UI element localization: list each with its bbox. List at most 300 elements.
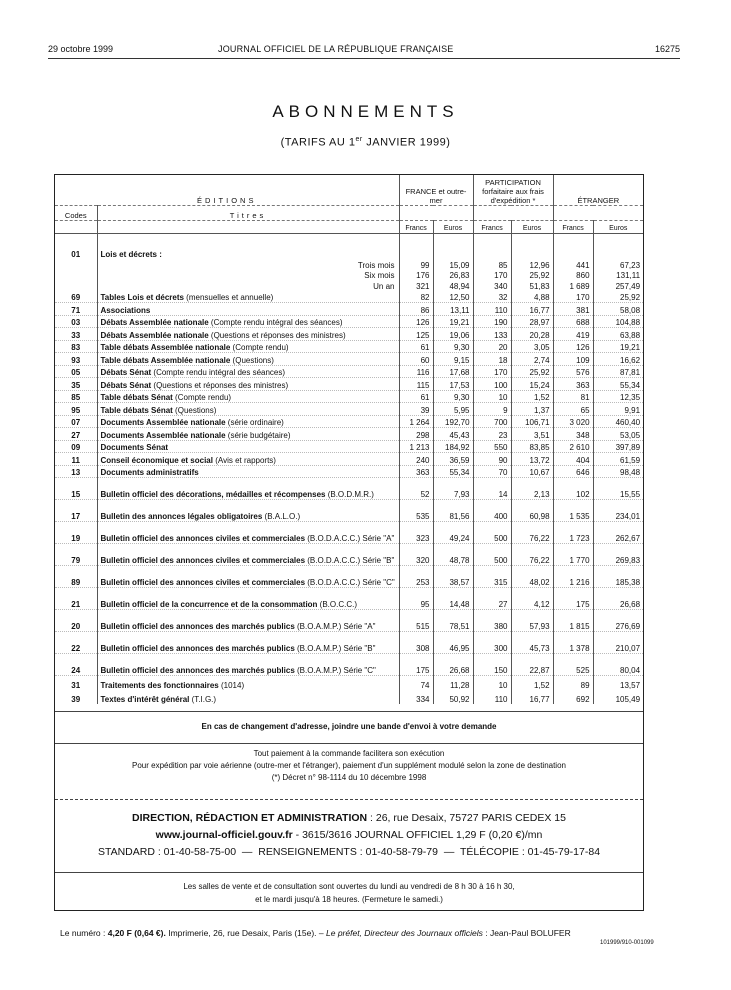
- price-cell: 150: [473, 654, 511, 676]
- price-cell: 61: [399, 390, 433, 403]
- price-cell: 9: [473, 403, 511, 416]
- title-detail: (Questions et réponses des ministres): [151, 380, 289, 390]
- table-row: [55, 353, 643, 366]
- table-row: [55, 403, 643, 416]
- title-cell: [97, 566, 399, 588]
- table-row: [55, 654, 643, 676]
- title-bold: Table débats Sénat: [100, 405, 173, 415]
- footer-numero-value: 4,20 F (0,64 €).: [107, 928, 166, 938]
- table-row: [55, 291, 643, 303]
- price-cell: 51,83: [511, 280, 553, 291]
- price-cell: 15,55: [593, 478, 643, 500]
- price-cell: 81: [553, 390, 593, 403]
- price-cell: 49,24: [433, 522, 473, 544]
- table-row: [55, 246, 643, 259]
- price-cell: 1 770: [553, 544, 593, 566]
- code-cell: 71: [55, 303, 97, 316]
- price-cell: 515: [399, 610, 433, 632]
- price-cell: 16,62: [593, 353, 643, 366]
- price-cell: 65: [553, 403, 593, 416]
- title-cell: Six mois: [97, 270, 399, 281]
- price-cell: 340: [473, 280, 511, 291]
- title-detail: (B.O.D.A.C.C.) Série "A": [305, 534, 395, 543]
- title-detail: (B.O.A.M.P.) Série "B": [294, 644, 376, 653]
- table-row: [55, 566, 643, 588]
- code-cell: 22: [55, 632, 97, 654]
- codes-header: Codes: [55, 206, 97, 221]
- price-cell: 184,92: [433, 440, 473, 453]
- price-cell: 104,88: [593, 315, 643, 328]
- price-cell: 321: [399, 280, 433, 291]
- price-cell: 83,85: [511, 440, 553, 453]
- price-cell: 257,49: [615, 281, 641, 291]
- price-cell: 308: [399, 632, 433, 654]
- price-cell: 110: [473, 690, 511, 704]
- title-bold: Débats Sénat: [100, 380, 152, 390]
- price-cell: 76,22: [511, 544, 553, 566]
- table-row: [55, 632, 643, 654]
- price-cell: 36,59: [433, 453, 473, 466]
- price-cell: 500: [473, 522, 511, 544]
- price-cell: 99: [399, 259, 433, 270]
- price-cell: 3,05: [511, 340, 553, 353]
- title-detail: (série budgétaire): [225, 430, 291, 440]
- price-cell: 20,28: [511, 328, 553, 341]
- table-row: [55, 390, 643, 403]
- code-cell: 20: [55, 610, 97, 632]
- code-cell: 19: [55, 522, 97, 544]
- price-cell: 9,15: [433, 353, 473, 366]
- price-cell: 692: [553, 690, 593, 704]
- price-cell: 210,07: [593, 632, 643, 654]
- price-cell: 535: [399, 500, 433, 522]
- price-cell: 25,92: [511, 365, 553, 378]
- code-cell: 15: [55, 478, 97, 500]
- title-cell: [97, 453, 399, 466]
- title-detail: (mensuelles et annuelle): [183, 293, 274, 302]
- title-bold: Bulletin officiel des annonces des marchés publics: [100, 644, 295, 653]
- title-bold: Bulletin officiel des annonces civiles et commerciales: [100, 578, 306, 587]
- table-row: [55, 303, 643, 316]
- price-cell: 85: [473, 259, 511, 270]
- title-detail: (série ordinaire): [225, 418, 284, 427]
- price-cell: 81,56: [433, 500, 473, 522]
- price-cell: 1,52: [511, 676, 553, 691]
- direction-block: DIRECTION, RÉDACTION ET ADMINISTRATION : 26, rue Desaix, 75727 PARIS CEDEX 15 www.journal-officiel.gouv.fr - 3615/3616 JOURNAL OFFICIEL 1,29 F (0,20 €)/mn STANDARD : 01-40-58-75-00 — RENSEIGNEMENTS : 01-40-58-79-79 — TÉLÉCOPIE : 01-45-79-17-84: [55, 799, 643, 871]
- title-detail: (T.I.G.): [189, 695, 217, 704]
- title-detail: (B.O.D.M.R.): [325, 490, 374, 499]
- code-cell: 35: [55, 378, 97, 391]
- title-cell: [97, 340, 399, 353]
- title-cell: [97, 654, 399, 676]
- table-row: [55, 690, 643, 704]
- title-bold: Bulletin officiel des annonces civiles et commerciales: [100, 534, 306, 543]
- title-bold: Conseil économique et social: [100, 455, 213, 465]
- title-cell: [97, 544, 399, 566]
- price-cell: 45,73: [511, 632, 553, 654]
- table-row: [55, 340, 643, 353]
- price-cell: 3,51: [511, 428, 553, 441]
- table-row: [55, 270, 643, 281]
- price-cell: 126: [399, 315, 433, 328]
- title-cell: [97, 500, 399, 522]
- price-cell: 19,06: [433, 328, 473, 341]
- price-cell: 17,53: [433, 378, 473, 391]
- code-cell: 69: [55, 291, 97, 303]
- bulletin-rows: [55, 478, 643, 676]
- direction-address: : 26, rue Desaix, 75727 PARIS CEDEX 15: [367, 812, 566, 824]
- price-cell: 400: [473, 500, 511, 522]
- page-footer: [60, 928, 680, 938]
- price-cell: 55,34: [593, 378, 643, 391]
- price-cell: 1,37: [511, 403, 553, 416]
- payment-notice: [55, 743, 643, 799]
- price-cell: 53,05: [593, 428, 643, 441]
- title-detail: (B.O.D.A.C.C.) Série "B": [305, 556, 395, 565]
- table-header-row-3: [55, 221, 643, 234]
- price-cell: 25,92: [511, 270, 553, 281]
- table-row: [55, 676, 643, 691]
- title-cell: [97, 588, 399, 610]
- price-cell: 38,57: [433, 566, 473, 588]
- price-cell: 4,88: [511, 291, 553, 303]
- table-row: [55, 465, 643, 478]
- code-cell: 79: [55, 544, 97, 566]
- price-cell: 13,72: [511, 453, 553, 466]
- price-cell: 89: [553, 676, 593, 691]
- price-cell: 176: [399, 270, 433, 281]
- title-bold: Débats Assemblée nationale: [100, 330, 209, 340]
- price-cell: 26,83: [433, 270, 473, 281]
- code-cell: 13: [55, 465, 97, 478]
- euros-header: Euros: [511, 221, 553, 234]
- francs-header: Francs: [399, 221, 433, 234]
- price-cell: 26,68: [593, 588, 643, 610]
- title-detail: (Compte rendu intégral des séances): [208, 318, 343, 327]
- title-detail: (Questions): [230, 355, 274, 365]
- price-cell: 55,34: [433, 465, 473, 478]
- price-cell: 10: [473, 676, 511, 691]
- code-cell: 83: [55, 340, 97, 353]
- header-page-number: 16275: [654, 44, 680, 54]
- subtitle-sup: er: [355, 136, 363, 143]
- price-cell: 22,87: [511, 654, 553, 676]
- price-cell: 61,59: [593, 453, 643, 466]
- table-row: [55, 378, 643, 391]
- title-bold: Textes d'intérêt général: [100, 695, 190, 704]
- price-cell: 133: [473, 328, 511, 341]
- price-cell: 19,21: [593, 340, 643, 353]
- price-cell: 9,30: [433, 340, 473, 353]
- tail-rows: [55, 676, 643, 705]
- price-cell: 334: [399, 690, 433, 704]
- title-detail: (Compte rendu): [230, 343, 289, 352]
- table-row: [55, 328, 643, 341]
- page-subtitle: [0, 136, 731, 149]
- price-cell: 109: [553, 353, 593, 366]
- price-cell: 17,68: [433, 365, 473, 378]
- title-cell: [97, 291, 399, 303]
- price-cell: 98,48: [593, 465, 643, 478]
- price-cell: 170: [473, 270, 511, 281]
- price-cell: 269,83: [593, 544, 643, 566]
- minitel-info: - 3615/3616 JOURNAL OFFICIEL 1,29 F (0,20 €)/mn: [292, 829, 543, 841]
- code-cell: 27: [55, 428, 97, 441]
- price-cell: 23: [473, 428, 511, 441]
- table-row: [55, 610, 643, 632]
- price-cell: 175: [553, 588, 593, 610]
- price-cell: 16,77: [511, 303, 553, 316]
- price-cell: 441: [553, 259, 593, 270]
- price-cell: 550: [473, 440, 511, 453]
- participation-header: PARTICIPATION forfaitaire aux frais d'expédition *: [473, 175, 553, 206]
- main-rows: [55, 291, 643, 478]
- price-cell: 70: [473, 465, 511, 478]
- code-cell: 07: [55, 415, 97, 428]
- title-bold: Bulletin officiel des annonces civiles et commerciales: [100, 556, 306, 565]
- code-cell: 03: [55, 315, 97, 328]
- price-cell: 19,21: [433, 315, 473, 328]
- title-cell: [97, 676, 399, 691]
- code-cell: 11: [55, 453, 97, 466]
- price-cell: 2 610: [553, 440, 593, 453]
- title-cell: [97, 632, 399, 654]
- price-cell: 16,77: [511, 690, 553, 704]
- title-bold: Table débats Assemblée nationale: [100, 343, 231, 352]
- footer-name: : Jean-Paul BOLUFER: [482, 928, 571, 938]
- code-cell: 17: [55, 500, 97, 522]
- telecopie-fax: TÉLÉCOPIE : 01-45-79-17-84: [459, 846, 601, 858]
- table-row: [55, 453, 643, 466]
- price-cell: 3 020: [553, 415, 593, 428]
- salles-notice: [55, 872, 643, 910]
- table-row: [55, 365, 643, 378]
- price-cell: 380: [473, 610, 511, 632]
- table-row: [55, 315, 643, 328]
- price-cell: 404: [553, 453, 593, 466]
- price-cell: 63,88: [593, 328, 643, 341]
- price-cell: 58,08: [593, 303, 643, 316]
- table-row: [55, 544, 643, 566]
- price-cell: 60: [399, 353, 433, 366]
- code-cell: 33: [55, 328, 97, 341]
- title-cell: [97, 428, 399, 441]
- title-cell: [97, 315, 399, 328]
- editions-header: ÉDITIONS: [55, 175, 399, 206]
- code-cell: [55, 280, 97, 291]
- price-cell: 18: [473, 353, 511, 366]
- title-bold: Bulletin officiel de la concurrence et de la consommation: [100, 600, 318, 609]
- price-cell: 363: [399, 465, 433, 478]
- renseignements-phone: RENSEIGNEMENTS : 01-40-58-79-79: [258, 846, 438, 858]
- title-bold: Bulletin officiel des annonces des marchés publics: [100, 622, 295, 631]
- price-cell: 82: [399, 291, 433, 303]
- price-cell: 190: [473, 315, 511, 328]
- price-cell: 45,43: [433, 428, 473, 441]
- title-bold: Table débats Assemblée nationale: [100, 355, 231, 365]
- price-cell: 320: [399, 544, 433, 566]
- standard-phone: STANDARD : 01-40-58-75-00: [97, 846, 237, 858]
- price-cell: 1 378: [553, 632, 593, 654]
- price-cell: 48,94: [433, 280, 473, 291]
- price-cell: 87,81: [593, 365, 643, 378]
- price-cell: 115: [399, 378, 433, 391]
- price-cell: 253: [399, 566, 433, 588]
- price-cell: 46,95: [433, 632, 473, 654]
- price-cell: 276,69: [593, 610, 643, 632]
- title-detail: (Avis et rapports): [212, 455, 276, 465]
- sub-rows: [55, 259, 643, 291]
- table-header-row-1: [55, 175, 643, 206]
- title-detail: (Compte rendu intégral des séances): [151, 368, 286, 377]
- footer-reference: 101999/910-001099: [600, 940, 654, 946]
- title-bold: Associations: [100, 305, 151, 315]
- price-cell: 50,92: [433, 690, 473, 704]
- title-detail: (Questions): [172, 405, 217, 415]
- price-cell: 78,51: [433, 610, 473, 632]
- price-cell: 1 216: [553, 566, 593, 588]
- price-cell: 90: [473, 453, 511, 466]
- title-cell: [97, 328, 399, 341]
- title-bold: Tables Lois et décrets: [100, 293, 184, 302]
- price-cell: 12,35: [593, 390, 643, 403]
- header-journal: JOURNAL OFFICIEL DE LA RÉPUBLIQUE FRANÇAISE: [218, 44, 454, 54]
- code-cell: 95: [55, 403, 97, 416]
- code-cell: 89: [55, 566, 97, 588]
- price-cell: 298: [399, 428, 433, 441]
- francs-header: Francs: [553, 221, 593, 234]
- price-cell: 126: [553, 340, 593, 353]
- code-cell: 24: [55, 654, 97, 676]
- title-detail: (B.O.D.A.C.C.) Série "C": [305, 578, 395, 587]
- etranger-header: ÉTRANGER: [553, 175, 643, 206]
- header-date: 29 octobre 1999: [48, 44, 114, 54]
- price-cell: 13,57: [620, 681, 641, 690]
- subtitle-pre: (TARIFS AU 1: [280, 136, 356, 149]
- title-bold: Bulletin officiel des décorations, médailles et récompenses: [100, 490, 326, 499]
- table-row: [55, 280, 643, 291]
- title-cell: [97, 390, 399, 403]
- tariff-table: [55, 175, 643, 704]
- page-title: ABONNEMENTS: [272, 102, 459, 121]
- code-cell: [55, 259, 97, 270]
- code-cell: 21: [55, 588, 97, 610]
- price-cell: 300: [473, 632, 511, 654]
- price-cell: 2,13: [511, 478, 553, 500]
- table-row: [55, 428, 643, 441]
- price-cell: 4,12: [511, 588, 553, 610]
- payment-line-1: Tout paiement à la commande facilitera son exécution: [253, 749, 445, 758]
- title-cell: [97, 610, 399, 632]
- page-header: [48, 44, 680, 59]
- price-cell: 13,11: [433, 303, 473, 316]
- price-cell: 348: [553, 428, 593, 441]
- salles-line-1: Les salles de vente et de consultation sont ouvertes du lundi au vendredi de 8 h 30 à 16 h 30,: [183, 882, 515, 891]
- direction-title: DIRECTION, RÉDACTION ET ADMINISTRATION: [132, 812, 368, 824]
- price-cell: 860: [553, 270, 593, 281]
- code-cell: 31: [55, 676, 97, 691]
- price-cell: 1 815: [553, 610, 593, 632]
- price-cell: 67,23: [620, 260, 641, 270]
- title-cell: [97, 415, 399, 428]
- table-row: [55, 259, 643, 270]
- price-cell: 9,91: [593, 403, 643, 416]
- price-cell: 116: [399, 365, 433, 378]
- price-cell: 500: [473, 544, 511, 566]
- price-cell: 397,89: [593, 440, 643, 453]
- price-cell: 240: [399, 453, 433, 466]
- title-bold: Traitements des fonctionnaires: [100, 681, 219, 690]
- price-cell: 700: [473, 415, 511, 428]
- france-header: FRANCE et outre-mer: [399, 175, 473, 206]
- price-cell: 61: [399, 340, 433, 353]
- price-cell: 1 213: [399, 440, 433, 453]
- title-cell: [97, 353, 399, 366]
- title-bold: Débats Sénat: [100, 368, 152, 377]
- price-cell: 28,97: [511, 315, 553, 328]
- price-cell: 86: [399, 303, 433, 316]
- title-cell: [97, 465, 399, 478]
- title-bold: Documents Sénat: [100, 443, 169, 452]
- code-cell: 39: [55, 690, 97, 704]
- title-cell: [97, 522, 399, 544]
- price-cell: 363: [553, 378, 593, 391]
- price-cell: 25,92: [593, 291, 643, 303]
- title-cell: [97, 303, 399, 316]
- price-cell: 11,28: [433, 676, 473, 691]
- price-cell: 185,38: [593, 566, 643, 588]
- footer-prefet: Le préfet, Directeur des Journaux officiels: [326, 928, 483, 938]
- title-cell: [97, 403, 399, 416]
- price-cell: 15,24: [511, 378, 553, 391]
- price-cell: 460,40: [593, 415, 643, 428]
- price-cell: 14,48: [433, 588, 473, 610]
- title-detail: (B.O.A.M.P.) Série "A": [294, 622, 376, 631]
- price-cell: 74: [399, 676, 433, 691]
- price-cell: 192,70: [433, 415, 473, 428]
- price-cell: 1 689: [553, 280, 593, 291]
- titres-header: Titres: [97, 206, 399, 221]
- price-cell: 60,98: [511, 500, 553, 522]
- price-cell: 48,78: [433, 544, 473, 566]
- price-cell: 234,01: [593, 500, 643, 522]
- title-bold: Table débats Sénat: [100, 393, 173, 402]
- table-row: [55, 440, 643, 453]
- price-cell: 2,74: [511, 353, 553, 366]
- title-detail: (B.O.A.M.P.) Série "C": [294, 666, 376, 675]
- title-bold: Bulletin des annonces légales obligatoires: [100, 512, 263, 521]
- subscription-frame: [54, 174, 644, 911]
- price-cell: 80,04: [593, 654, 643, 676]
- francs-header: Francs: [473, 221, 511, 234]
- address-change-notice: En cas de changement d'adresse, joindre une bande d'envoi à votre demande: [55, 711, 643, 742]
- price-cell: 1 264: [399, 415, 433, 428]
- price-cell: 381: [553, 303, 593, 316]
- title-cell: [97, 440, 399, 453]
- footer-numero-label: Le numéro :: [60, 928, 108, 938]
- price-cell: 102: [553, 478, 593, 500]
- price-cell: 105,49: [615, 695, 641, 704]
- price-cell: 5,95: [433, 403, 473, 416]
- website-link[interactable]: www.journal-officiel.gouv.fr: [155, 829, 293, 841]
- title-bold: Documents Assemblée nationale: [100, 430, 226, 440]
- salles-line-2: et le mardi jusqu'à 18 heures. (Fermeture le samedi.): [255, 895, 443, 904]
- payment-line-2: Pour expédition par voie aérienne (outre-mer et l'étranger), paiement d'un supplément modulé selon la zone de destination: [132, 761, 566, 770]
- price-cell: 39: [399, 403, 433, 416]
- price-cell: 125: [399, 328, 433, 341]
- title-bold: Documents Assemblée nationale: [100, 418, 226, 427]
- price-cell: 175: [399, 654, 433, 676]
